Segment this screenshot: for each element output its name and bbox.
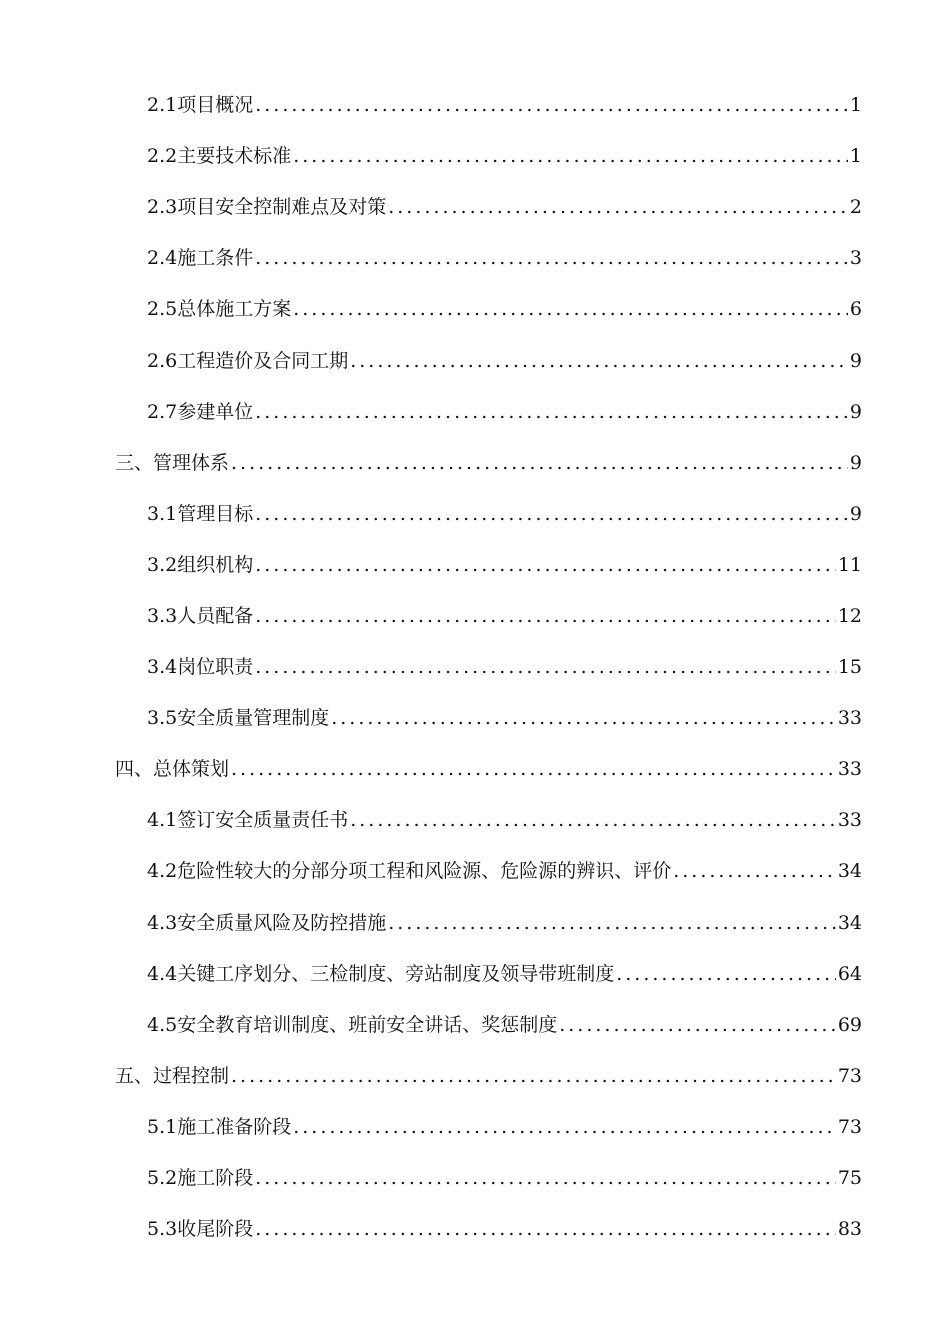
toc-entry-3-5[interactable] xyxy=(0,693,950,744)
toc-entry-5-1[interactable] xyxy=(0,1102,950,1153)
toc-entry-2-1[interactable] xyxy=(0,80,950,131)
toc-dot-leader xyxy=(255,556,836,575)
toc-entry-page: 2 xyxy=(849,196,862,219)
toc-entry-title: 2.7参建单位 xyxy=(147,400,254,423)
toc-entry-title: 4.1签订安全质量责任书 xyxy=(147,809,349,832)
toc-entry-2-3[interactable] xyxy=(0,182,950,233)
toc-entry-page: 3 xyxy=(849,247,862,270)
toc-entry-page: 1 xyxy=(849,94,862,117)
toc-entry-page: 34 xyxy=(837,911,862,934)
toc-entry-2-2[interactable] xyxy=(0,131,950,182)
toc-entry-title: 3.5安全质量管理制度 xyxy=(147,707,330,730)
toc-entry-title: 3.2组织机构 xyxy=(147,553,254,576)
toc-dot-leader xyxy=(255,249,848,268)
toc-dot-leader xyxy=(255,403,848,422)
toc-dot-leader xyxy=(673,862,836,881)
toc-entry-3-2[interactable] xyxy=(0,540,950,591)
toc-entry-page: 75 xyxy=(837,1167,862,1190)
toc-entry-title: 2.3项目安全控制难点及对策 xyxy=(147,196,387,219)
toc-dot-leader xyxy=(231,454,848,473)
toc-entry-4-2[interactable] xyxy=(0,846,950,897)
toc-entry-title: 5.3收尾阶段 xyxy=(147,1218,254,1241)
toc-entry-page: 9 xyxy=(849,349,862,372)
toc-entry-2-5[interactable] xyxy=(0,284,950,335)
toc-entry-page: 9 xyxy=(849,451,862,474)
toc-entry-4-3[interactable] xyxy=(0,898,950,949)
toc-entry-3-1[interactable] xyxy=(0,489,950,540)
toc-entry-page: 33 xyxy=(837,707,862,730)
table-of-contents xyxy=(0,80,950,1255)
toc-dot-leader xyxy=(255,1169,836,1188)
toc-entry-title: 2.6工程造价及合同工期 xyxy=(147,349,349,372)
toc-entry-page: 15 xyxy=(837,656,862,679)
toc-entry-2-7[interactable] xyxy=(0,387,950,438)
toc-dot-leader xyxy=(255,1220,836,1239)
toc-dot-leader xyxy=(231,1067,836,1086)
toc-dot-leader xyxy=(293,300,848,319)
toc-entry-title: 五、过程控制 xyxy=(115,1064,230,1087)
toc-entry-title: 2.2主要技术标准 xyxy=(147,145,292,168)
toc-entry-section-4[interactable] xyxy=(0,744,950,795)
toc-entry-page: 33 xyxy=(837,758,862,781)
toc-entry-2-4[interactable] xyxy=(0,233,950,284)
toc-entry-title: 2.4施工条件 xyxy=(147,247,254,270)
toc-entry-title: 3.1管理目标 xyxy=(147,502,254,525)
toc-entry-page: 69 xyxy=(837,1013,862,1036)
toc-dot-leader xyxy=(559,1016,836,1035)
toc-dot-leader xyxy=(388,198,848,217)
toc-entry-title: 2.1项目概况 xyxy=(147,94,254,117)
toc-dot-leader xyxy=(293,147,848,166)
toc-entry-section-3[interactable] xyxy=(0,438,950,489)
toc-entry-3-4[interactable] xyxy=(0,642,950,693)
toc-entry-page: 12 xyxy=(837,604,862,627)
toc-entry-page: 64 xyxy=(837,962,862,985)
toc-entry-4-5[interactable] xyxy=(0,1000,950,1051)
toc-entry-title: 5.2施工阶段 xyxy=(147,1167,254,1190)
toc-dot-leader xyxy=(255,96,848,115)
toc-dot-leader xyxy=(616,965,836,984)
toc-entry-page: 33 xyxy=(837,809,862,832)
toc-entry-page: 11 xyxy=(837,553,862,576)
toc-entry-title: 3.3人员配备 xyxy=(147,604,254,627)
toc-dot-leader xyxy=(350,352,848,371)
toc-entry-page: 73 xyxy=(837,1115,862,1138)
toc-entry-title: 三、管理体系 xyxy=(115,451,230,474)
toc-entry-title: 4.3安全质量风险及防控措施 xyxy=(147,911,387,934)
toc-entry-title: 四、总体策划 xyxy=(115,758,230,781)
toc-entry-title: 2.5总体施工方案 xyxy=(147,298,292,321)
toc-entry-section-5[interactable] xyxy=(0,1051,950,1102)
toc-entry-title: 4.5安全教育培训制度、班前安全讲话、奖惩制度 xyxy=(147,1013,558,1036)
toc-dot-leader xyxy=(231,760,836,779)
toc-entry-page: 9 xyxy=(849,502,862,525)
toc-dot-leader xyxy=(293,1118,836,1137)
toc-dot-leader xyxy=(255,607,836,626)
toc-dot-leader xyxy=(255,505,848,524)
toc-dot-leader xyxy=(388,914,836,933)
toc-dot-leader xyxy=(331,709,836,728)
toc-entry-page: 34 xyxy=(837,860,862,883)
toc-entry-3-3[interactable] xyxy=(0,591,950,642)
toc-entry-title: 4.4关键工序划分、三检制度、旁站制度及领导带班制度 xyxy=(147,962,615,985)
toc-dot-leader xyxy=(255,658,836,677)
toc-dot-leader xyxy=(350,811,836,830)
toc-entry-5-3[interactable] xyxy=(0,1204,950,1255)
toc-entry-page: 6 xyxy=(849,298,862,321)
toc-entry-title: 5.1施工准备阶段 xyxy=(147,1115,292,1138)
toc-entry-5-2[interactable] xyxy=(0,1153,950,1204)
toc-entry-2-6[interactable] xyxy=(0,335,950,386)
toc-entry-page: 73 xyxy=(837,1064,862,1087)
toc-entry-4-1[interactable] xyxy=(0,795,950,846)
toc-entry-page: 83 xyxy=(837,1218,862,1241)
toc-entry-title: 3.4岗位职责 xyxy=(147,656,254,679)
toc-entry-title: 4.2危险性较大的分部分项工程和风险源、危险源的辨识、评价 xyxy=(147,860,672,883)
toc-entry-4-4[interactable] xyxy=(0,949,950,1000)
toc-entry-page: 9 xyxy=(849,400,862,423)
toc-entry-page: 1 xyxy=(849,145,862,168)
